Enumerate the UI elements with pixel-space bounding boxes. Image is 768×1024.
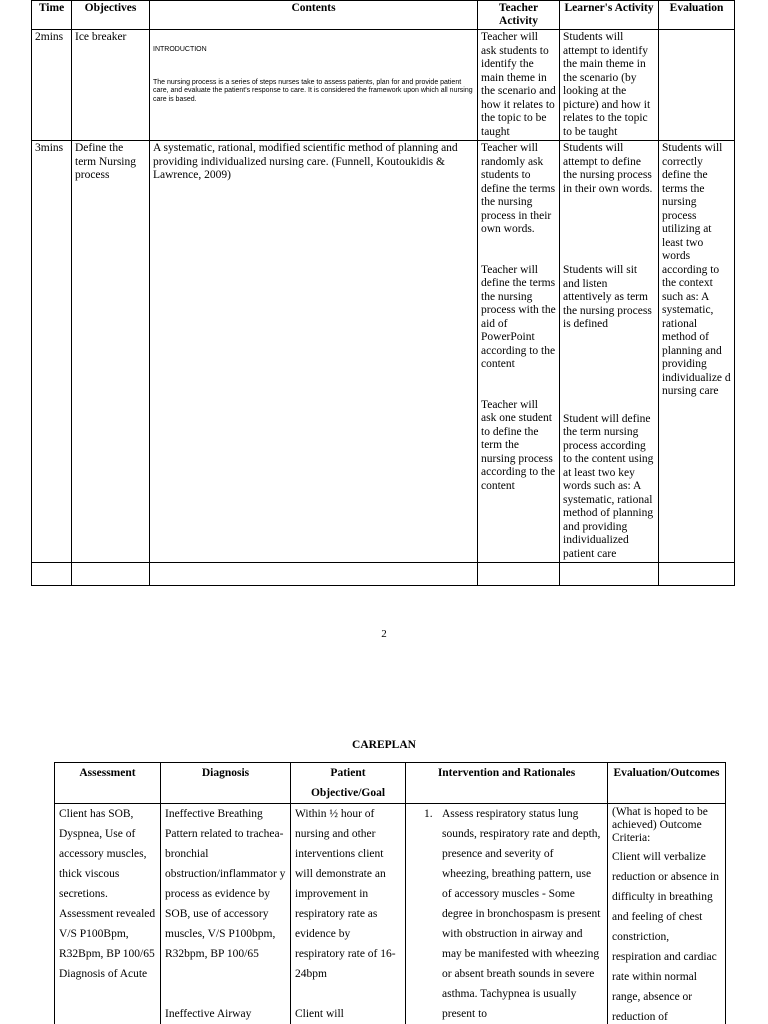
diagnosis-cell: [161, 804, 291, 1024]
row1-learner-activity: Students will attempt to identify the main theme in the scenario (by looking at the picture) and how it relates to the topic to be taught: [560, 30, 659, 141]
lesson-plan-header-row: [32, 1, 735, 30]
assessment-text-2: Diagnosis of Acute: [59, 968, 148, 980]
intervention-cell: [406, 804, 608, 1024]
header-assessment: Assessment: [55, 763, 161, 804]
goal-text-2: Client will: [295, 1008, 344, 1020]
diagnosis-text-2: Ineffective Airway: [165, 1008, 252, 1020]
header-teacher-activity: Teacher Activity: [478, 1, 560, 30]
learner-activity-3: Student will define the term nursing process according to the content using at least two key words such as: A systematic, rational method of planning and providing individualized patient care: [563, 412, 654, 560]
assessment-cell: [55, 804, 161, 1024]
row2-evaluation: Students will correctly define the terms the nursing process utilizing at least two words according to the context such as: A systematic, rational method of planning and providing individualize d nursing care: [659, 141, 735, 563]
evaluation-text: Client will verbalize reduction or absence in difficulty in breathing and feeling of chest constriction, respiration and cardiac rate within normal range, absence or reduction of: [612, 851, 719, 1023]
careplan-fragment: [54, 762, 726, 1024]
header-evaluation-outcomes: Evaluation/Outcomes: [608, 763, 726, 804]
row1-content: [150, 30, 478, 141]
intervention-number: 1.: [424, 808, 433, 820]
header-diagnosis: Diagnosis: [161, 763, 291, 804]
row1-evaluation: [659, 30, 735, 141]
table-row-cut-off: [32, 563, 735, 586]
row1-teacher-activity: Teacher will ask students to identify the main theme in the scenario and how it relates to the topic to be taught: [478, 30, 560, 141]
row2-objective: Define the term Nursing process: [72, 141, 150, 563]
learner-activity-2: Students will sit and listen attentively as term the nursing process is defined: [563, 264, 652, 330]
header-patient-goal: Patient Objective/Goal: [291, 763, 406, 804]
learner-activity-1: Students will attempt to define the nursing process in their own words.: [563, 142, 653, 195]
lesson-plan-table: [31, 0, 735, 586]
diagnosis-text: Ineffective Breathing Pattern related to trachea-bronchial obstruction/inflammator y process as evidence by SOB, use of accessory muscles, V/S P100bpm, R32bpm, BP 100/65: [165, 808, 286, 960]
introduction-text: The nursing process is a series of steps nurses take to assess patients, plan for and provide patient care, and evaluate the patient's response to care. It is considered the framework upon which all nursing care is based.: [153, 78, 473, 103]
table-row: [32, 141, 735, 563]
goal-text: Within ½ hour of nursing and other interventions client will demonstrate an improvement in respiratory rate as evidence by respiratory rate of 16-24bpm: [295, 808, 396, 980]
lesson-plan-fragment: [31, 0, 738, 597]
row2-teacher-activity: [478, 141, 560, 563]
intervention-item: [410, 804, 603, 1024]
evaluation-heading: (What is hoped to be achieved) Outcome Criteria:: [612, 806, 708, 844]
careplan-title: CAREPLAN: [352, 739, 416, 751]
introduction-heading: INTRODUCTION: [153, 46, 207, 53]
row2-time: 3mins: [32, 141, 72, 563]
header-evaluation: Evaluation: [659, 1, 735, 30]
page-number: 2: [381, 628, 387, 640]
teacher-activity-1: Teacher will randomly ask students to define the terms the nursing process in their own words.: [481, 142, 556, 235]
teacher-activity-2: Teacher will define the terms the nursing process with the aid of PowerPoint according to the content: [481, 263, 556, 370]
header-learner-activity: Learner's Activity: [560, 1, 659, 30]
header-objectives: Objectives: [72, 1, 150, 30]
header-time: Time: [32, 1, 72, 30]
row1-objective: Ice breaker: [72, 30, 150, 141]
table-row: [55, 804, 726, 1024]
header-intervention: Intervention and Rationales: [406, 763, 608, 804]
assessment-text: Client has SOB, Dyspnea, Use of accessory muscles, thick viscous secretions. Assessment revealed V/S P100Bpm, R32Bpm, BP 100/65: [59, 808, 156, 960]
careplan-table: [54, 762, 726, 1024]
teacher-activity-3: Teacher will ask one student to define the term the nursing process according to the content: [481, 398, 556, 492]
table-row: [32, 30, 735, 141]
row2-content: A systematic, rational, modified scientific method of planning and providing individualized nursing care. (Funnell, Koutoukidis & Lawrence, 2009): [150, 141, 478, 563]
row2-learner-activity: [560, 141, 659, 563]
row1-time: 2mins: [32, 30, 72, 141]
intervention-text: Assess respiratory status lung sounds, respiratory rate and depth, presence and severity of wheezing, breathing pattern, use of accessory muscles - Some degree in bronchospasm is present with obstruction in airway and may be manifested with wheezing or absent breath sounds in severe asthma. Tachypnea is usually present to: [442, 808, 601, 1020]
header-contents: Contents: [150, 1, 478, 30]
careplan-header-row: [55, 763, 726, 804]
goal-cell: [291, 804, 406, 1024]
evaluation-cell: [608, 804, 726, 1024]
